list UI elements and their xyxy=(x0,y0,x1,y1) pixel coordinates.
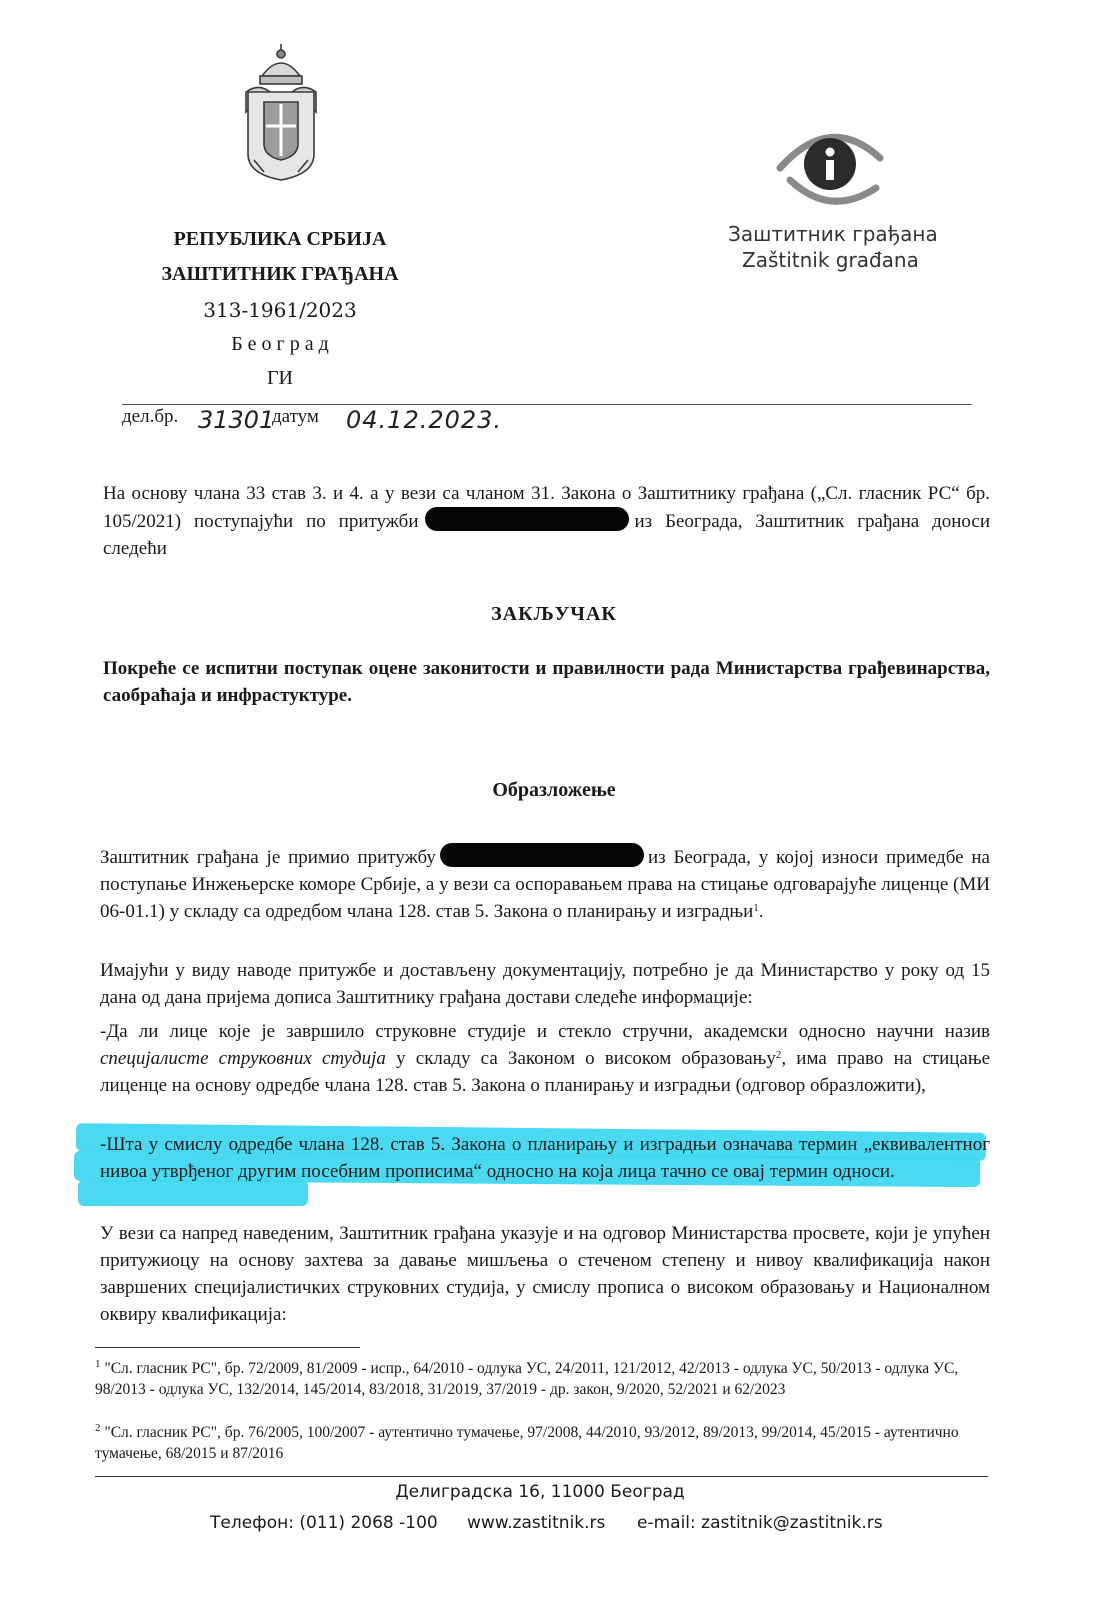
logo-name-latin: Zaštitnik građana xyxy=(742,248,919,272)
del-br-value: 31301 xyxy=(198,406,275,434)
footer-address: Делиградска 16, 11000 Београд xyxy=(395,1482,685,1502)
redacted-name xyxy=(425,507,629,531)
datum-value: 04.12.2023. xyxy=(346,406,503,434)
footnote-ref-1: 1 xyxy=(753,902,759,914)
intro-paragraph: На основу члана 33 став 3. и 4. а у вези са чланом 31. Закона о Заштитнику грађана („Сл. гласник РС“ бр. 105/2021) поступајући по притужби из Београда, Заштитник грађана доноси следећи xyxy=(103,483,990,559)
del-br-label: дел.бр. xyxy=(122,406,179,427)
footnote-ref-2: 2 xyxy=(775,1049,782,1061)
footnote-separator xyxy=(95,1347,360,1348)
footnote-2: $^2$ "Сл. гласник РС", бр. 76/2005, 100/2007 - аутентично тумачење, 97/2008, 44/2010, 93/2012, 89/2013, 99/2014, 45/2015 - аутентично тумачење, 68/2015 и 87/2016 xyxy=(95,1422,959,1462)
datum-label: датум xyxy=(272,406,319,427)
paragraph-request: Имајући у виду наводе притужбе и достављену документацију, потребно је да Министарство у року од 15 дана од дана пријема дописа Заштитнику грађана достави следеће информације: xyxy=(100,960,990,1008)
registry-line xyxy=(122,404,972,405)
logo-name-cyrillic: Заштитник грађана xyxy=(728,222,938,246)
institution-title: ЗАШТИТНИК ГРАЂАНА xyxy=(161,263,399,285)
redacted-name-2 xyxy=(440,843,644,867)
initials: ГИ xyxy=(266,367,293,389)
paragraph-ministry-reference: У вези са напред наведеним, Заштитник грађана указује и на одговор Министарства просвете, који је упућен притужиоцу на основу захтева за давање мишљења о стеченом степену и нивоу квалификација након завршених специјалистичких струковних студија, у смислу прописа о високом образовању и Националном оквиру квалификација: xyxy=(100,1223,990,1325)
paragraph-question-2: -Шта у смислу одредбе члана 128. став 5. Закона о планирању и изградњи означава термин „еквивалентног нивоа утврђеног другим посебним прописима“ односно на која лица тачно се овај термин односи. xyxy=(100,1134,990,1182)
paragraph-question-1: -Да ли лице које је завршило струковне студије и стекло стручни, академски односно научни назив специјалисте струковних студија у складу са Законом о високом образовању$^2$, има право на стицање лиценце на основу одредбе члана 128. став 5. Закона о планирању и изградњи (одговор образложити), xyxy=(100,1021,991,1096)
city: Б е о г р а д xyxy=(231,333,329,355)
republic-title: РЕПУБЛИКА СРБИЈА xyxy=(173,228,387,250)
footer-line xyxy=(95,1476,988,1477)
document-title: ЗАКЉУЧАК xyxy=(491,603,617,625)
paragraph-complaint: Заштитник грађана је примио притужбу из Београда, у којој износи примедбе на поступање Инжењерске коморе Србије, а у вези са оспоравањем права на стицање одговарајуће лиценце (МИ 06-01.1) у складу са одредбом члана 128. став 5. Закона о планирању и изградњи$^1$. xyxy=(100,843,990,925)
footnote-1: $^1$ "Сл. гласник РС", бр. 72/2009, 81/2009 - испр., 64/2010 - одлука УС, 24/2011, 121/2012, 42/2013 - одлука УС, 50/2013 - одлука УС, 98/2013 - одлука УС, 132/2014, 145/2014, 83/2018, 31/2019, 37/2019 - др. закон, 9/2020, 52/2021 и 62/2023 xyxy=(95,1358,959,1398)
footer-phone: Телефон: (011) 2068 -100 xyxy=(210,1513,438,1533)
reasoning-title: Образложење xyxy=(492,779,616,801)
footer-website[interactable]: www.zastitnik.rs xyxy=(467,1513,606,1533)
decision-text: Покреће се испитни поступак оцене законитости и правилности рада Министарства грађевинарства, саобраћаја и инфрастуктуре. xyxy=(103,658,990,706)
case-number: 313-1961/2023 xyxy=(203,298,357,322)
footer-email[interactable]: e-mail: zastitnik@zastitnik.rs xyxy=(637,1513,883,1533)
ombudsman-logo xyxy=(772,118,888,214)
coat-of-arms-emblem xyxy=(240,42,322,184)
